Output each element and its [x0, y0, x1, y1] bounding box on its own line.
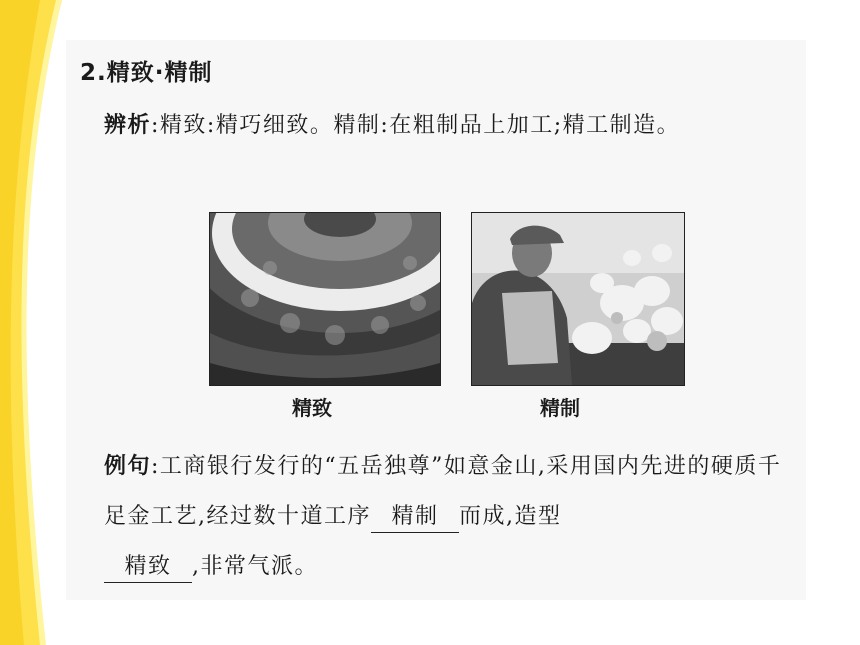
craftsman-photo: [471, 212, 685, 386]
caption-craftsman: 精制: [540, 396, 580, 420]
answer-blank-1: 精制: [371, 502, 459, 533]
example-lead: 例句: [104, 454, 152, 479]
slide-content-panel: [66, 40, 806, 600]
example-text-before: :工商银行发行的“五岳独尊”如意金山,采用国内先进的硬质千足金工艺,经过数十道工序: [104, 454, 782, 529]
craftsman-photo-icon: [472, 213, 684, 385]
example-text-middle: 而成,造型: [459, 504, 562, 529]
analysis-text: :精致:精巧细致。精制:在粗制品上加工;精工制造。: [151, 113, 681, 138]
analysis-paragraph: [104, 104, 794, 148]
example-paragraph: [104, 442, 794, 592]
section-heading: 2.精致·精制: [80, 60, 213, 86]
caption-quilt: 精致: [292, 396, 332, 420]
quilt-photo: [209, 212, 441, 386]
quilt-photo-icon: [210, 213, 440, 385]
answer-blank-2: 精致: [104, 552, 192, 583]
analysis-lead: 辨析: [104, 113, 152, 138]
example-text-after: ,非常气派。: [192, 554, 318, 579]
